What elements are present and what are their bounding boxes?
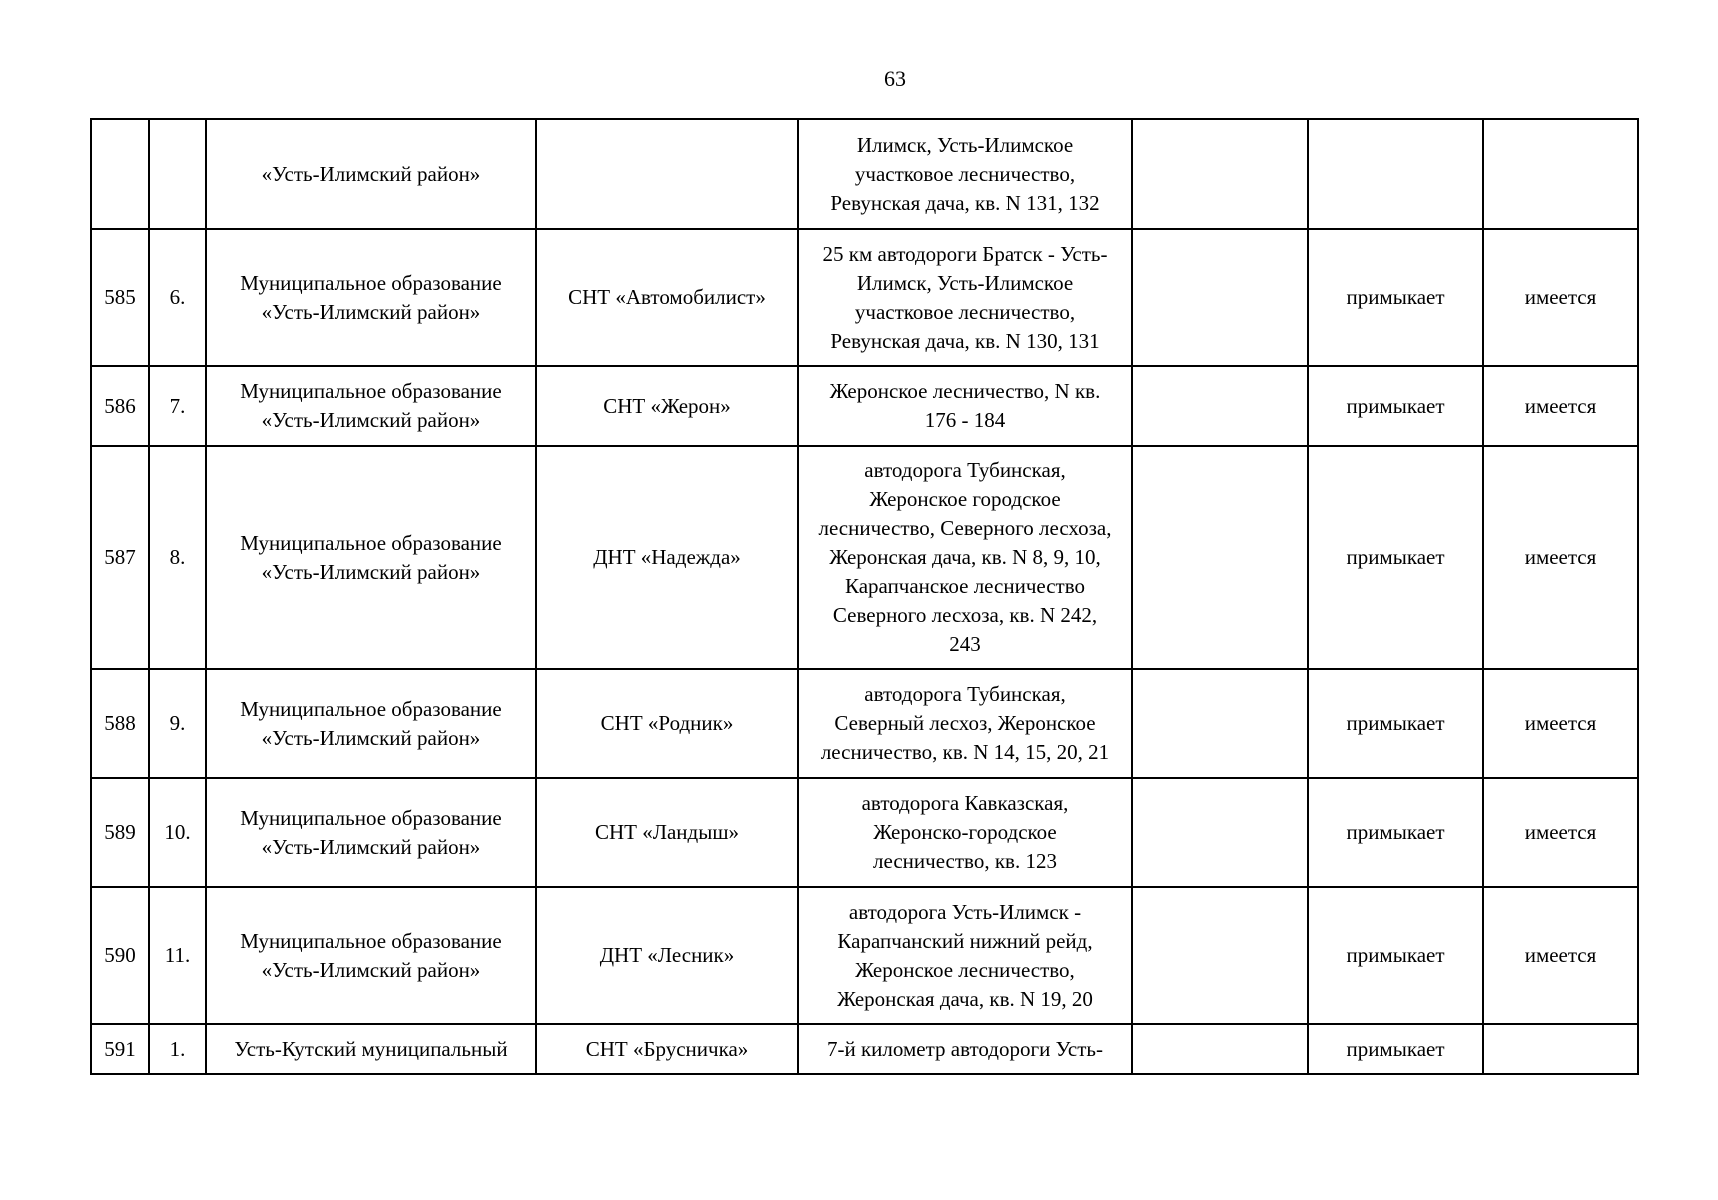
- table-row: [91, 887, 1638, 1024]
- location-cell: [798, 446, 1132, 669]
- sub-number-cell: 6.: [149, 229, 206, 366]
- organization-name-cell: СНТ «Автомобилист»: [536, 229, 798, 366]
- cell-line: «Усть-Илимский район»: [261, 559, 481, 584]
- table-row: [91, 366, 1638, 446]
- empty-cell: [1132, 778, 1308, 887]
- cell-line: Муниципальное образование: [240, 805, 502, 830]
- row-number-cell: 587: [91, 446, 149, 669]
- adjacency-cell: примыкает: [1308, 229, 1483, 366]
- sub-number-cell: 11.: [149, 887, 206, 1024]
- empty-cell: [1132, 446, 1308, 669]
- adjacency-cell: примыкает: [1308, 778, 1483, 887]
- document-table: [90, 118, 1639, 1075]
- row-number-cell: 586: [91, 366, 149, 446]
- municipality-cell: [206, 119, 536, 229]
- location-cell: [798, 119, 1132, 229]
- availability-cell: имеется: [1483, 229, 1638, 366]
- cell-line: Муниципальное образование: [240, 530, 502, 555]
- organization-name-cell: [536, 119, 798, 229]
- municipality-cell: [206, 229, 536, 366]
- cell-line: участковое лесничество,: [854, 161, 1076, 186]
- cell-line: Муниципальное образование: [240, 928, 502, 953]
- table-row: [91, 778, 1638, 887]
- municipality-cell: [206, 1024, 536, 1074]
- location-cell: [798, 229, 1132, 366]
- adjacency-cell: [1308, 119, 1483, 229]
- cell-line: Карапчанский нижний рейд,: [837, 928, 1093, 953]
- table-row: [91, 669, 1638, 778]
- cell-line: Жеронское городское: [869, 487, 1061, 511]
- sub-number-cell: 1.: [149, 1024, 206, 1074]
- sub-number-cell: 8.: [149, 446, 206, 669]
- location-cell: [798, 778, 1132, 887]
- location-cell: [798, 887, 1132, 1024]
- row-number-cell: 588: [91, 669, 149, 778]
- cell-line: Муниципальное образование: [240, 270, 502, 295]
- cell-line: лесничество, кв. 123: [873, 849, 1057, 873]
- empty-cell: [1132, 1024, 1308, 1074]
- adjacency-cell: примыкает: [1308, 366, 1483, 446]
- availability-cell: [1483, 1024, 1638, 1074]
- cell-line: Жеронская дача, кв. N 8, 9, 10,: [829, 545, 1101, 569]
- cell-line: автодорога Тубинская,: [864, 682, 1066, 706]
- availability-cell: имеется: [1483, 887, 1638, 1024]
- table-row: [91, 229, 1638, 366]
- availability-cell: [1483, 119, 1638, 229]
- cell-line: Жеронская дача, кв. N 19, 20: [837, 986, 1093, 1011]
- cell-line: Жеронское лесничество, N кв.: [829, 379, 1101, 403]
- sub-number-cell: 7.: [149, 366, 206, 446]
- organization-name-cell: СНТ «Брусничка»: [536, 1024, 798, 1074]
- cell-line: «Усть-Илимский район»: [261, 957, 481, 982]
- row-number-cell: 589: [91, 778, 149, 887]
- cell-line: Илимск, Усть-Илимское: [856, 270, 1074, 295]
- row-number-cell: [91, 119, 149, 229]
- municipality-cell: [206, 778, 536, 887]
- organization-name-cell: ДНТ «Надежда»: [536, 446, 798, 669]
- cell-line: Северный лесхоз, Жеронское: [834, 711, 1096, 735]
- location-cell: [798, 669, 1132, 778]
- organization-name-cell: СНТ «Ландыш»: [536, 778, 798, 887]
- cell-line: Ревунская дача, кв. N 131, 132: [830, 190, 1100, 215]
- cell-line: Илимск, Усть-Илимское: [856, 132, 1074, 157]
- cell-line: «Усть-Илимский район»: [261, 725, 481, 750]
- cell-line: участковое лесничество,: [854, 299, 1076, 324]
- municipality-cell: [206, 669, 536, 778]
- organization-name-cell: СНТ «Родник»: [536, 669, 798, 778]
- table-row: [91, 446, 1638, 669]
- sub-number-cell: 10.: [149, 778, 206, 887]
- cell-line: «Усть-Илимский район»: [261, 161, 481, 186]
- location-cell: [798, 1024, 1132, 1074]
- organization-name-cell: ДНТ «Лесник»: [536, 887, 798, 1024]
- table-row: [91, 119, 1638, 229]
- availability-cell: имеется: [1483, 446, 1638, 669]
- cell-line: автодорога Тубинская,: [864, 458, 1066, 482]
- cell-line: Карапчанское лесничество: [844, 574, 1086, 598]
- cell-line: 176 - 184: [924, 408, 1006, 432]
- municipality-cell: [206, 446, 536, 669]
- cell-line: Ревунская дача, кв. N 130, 131: [830, 328, 1100, 353]
- page-number: 63: [884, 66, 906, 91]
- organization-name-cell: СНТ «Жерон»: [536, 366, 798, 446]
- table-row: [91, 1024, 1638, 1074]
- row-number-cell: 591: [91, 1024, 149, 1074]
- empty-cell: [1132, 887, 1308, 1024]
- cell-line: автодорога Усть-Илимск -: [848, 899, 1082, 924]
- empty-cell: [1132, 229, 1308, 366]
- adjacency-cell: примыкает: [1308, 1024, 1483, 1074]
- sub-number-cell: 9.: [149, 669, 206, 778]
- cell-line: лесничество, Северного лесхоза,: [818, 516, 1112, 540]
- availability-cell: имеется: [1483, 669, 1638, 778]
- cell-line: «Усть-Илимский район»: [261, 299, 481, 324]
- cell-line: 243: [949, 632, 981, 656]
- empty-cell: [1132, 119, 1308, 229]
- cell-line: Муниципальное образование: [240, 696, 502, 721]
- adjacency-cell: примыкает: [1308, 669, 1483, 778]
- municipality-cell: [206, 887, 536, 1024]
- empty-cell: [1132, 366, 1308, 446]
- sub-number-cell: [149, 119, 206, 229]
- cell-line: автодорога Кавказская,: [861, 791, 1069, 815]
- cell-line: Жеронско-городское: [873, 820, 1057, 844]
- cell-line: Муниципальное образование: [240, 379, 502, 403]
- cell-line: «Усть-Илимский район»: [261, 834, 481, 859]
- municipality-cell: [206, 366, 536, 446]
- cell-line: 7-й километр автодороги Усть-: [826, 1036, 1103, 1061]
- row-number-cell: 590: [91, 887, 149, 1024]
- cell-line: 25 км автодороги Братск - Усть-: [822, 241, 1108, 266]
- cell-line: «Усть-Илимский район»: [261, 408, 481, 432]
- adjacency-cell: примыкает: [1308, 887, 1483, 1024]
- cell-line: Усть-Кутский муниципальный: [234, 1036, 508, 1061]
- cell-line: лесничество, кв. N 14, 15, 20, 21: [820, 740, 1110, 764]
- availability-cell: имеется: [1483, 778, 1638, 887]
- cell-line: Жеронское лесничество,: [855, 957, 1075, 982]
- empty-cell: [1132, 669, 1308, 778]
- location-cell: [798, 366, 1132, 446]
- availability-cell: имеется: [1483, 366, 1638, 446]
- row-number-cell: 585: [91, 229, 149, 366]
- cell-line: Северного лесхоза, кв. N 242,: [832, 603, 1098, 627]
- adjacency-cell: примыкает: [1308, 446, 1483, 669]
